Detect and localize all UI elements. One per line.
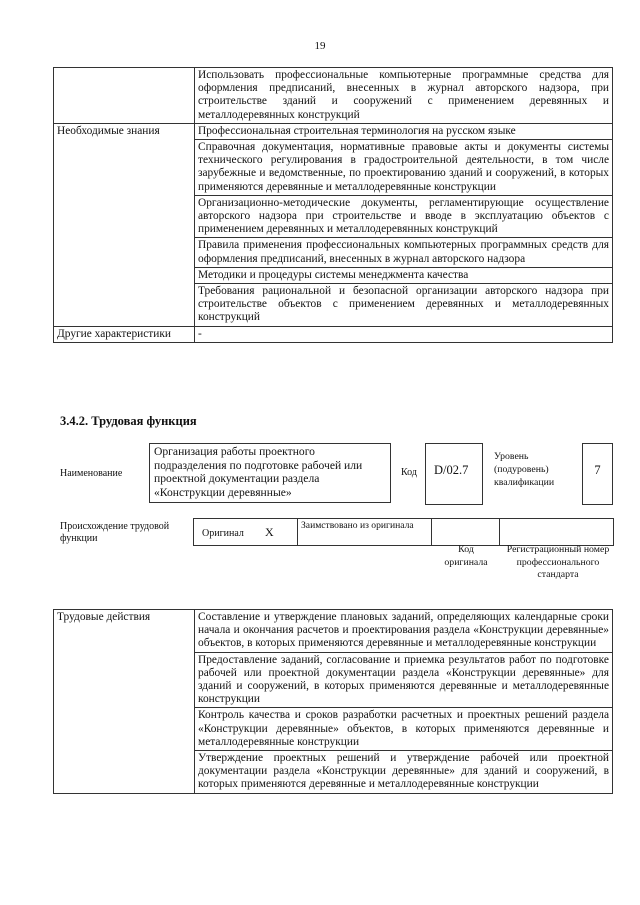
section-title: 3.4.2. Трудовая функция: [60, 414, 197, 428]
reg-caption: Регистрационный номер профессионального стандарта: [506, 544, 610, 580]
knowledge-item: Правила применения профессиональных компьютерных программных средств для оформления предписаний, внесенных в журнал авторского надзора: [195, 238, 613, 267]
knowledge-table: [53, 67, 613, 343]
row-label-knowledge: Необходимые знания: [54, 123, 195, 326]
level-label: Уровень (подуровень) квалификации: [494, 451, 555, 488]
name-label: Наименование: [60, 468, 123, 479]
table-row: [54, 68, 613, 124]
action-item: Утверждение проектных решений и утверждение рабочей или проектной документации раздела «Конструкции деревянные» для зданий и сооружений, в которых применяются деревянные и металлодеревянные конструкции: [195, 751, 613, 794]
origin-label: Происхождение трудовой функции: [60, 521, 170, 544]
code-value: D/02.7: [434, 463, 469, 477]
table-row: [54, 610, 613, 653]
code-label: Код: [401, 467, 417, 478]
level-value: 7: [594, 463, 601, 477]
action-item: Контроль качества и сроков разработки расчетных и проектных решений раздела «Конструкции деревянные» объектов, в которых применяются деревянные и металлодеревянные конструкции: [195, 708, 613, 751]
original-mark: X: [265, 525, 274, 539]
action-item: Предоставление заданий, согласование и приемка результатов работ по подготовке рабочей или проектной документации раздела «Конструкции деревянные» для зданий и сооружений, в которых применяются деревянные и металлодеревянные конструкции: [195, 652, 613, 708]
skill-item: Использовать профессиональные компьютерные программные средства для оформления предписаний, внесенных в журнал авторского надзора, при строительстве зданий и сооружений с применением деревянных и металлодеревянных конструкций: [195, 68, 613, 124]
knowledge-item: Методики и процедуры системы менеджмента качества: [195, 267, 613, 283]
row-label-actions: Трудовые действия: [54, 610, 195, 794]
original-label: Оригинал: [202, 528, 244, 539]
borrowed-label: Заимствовано из оригинала: [301, 520, 414, 531]
row-label-other: Другие характеристики: [54, 326, 195, 342]
page-number: 19: [314, 40, 326, 52]
table-row: [54, 326, 613, 342]
knowledge-item: Справочная документация, нормативные правовые акты и документы системы технического регулирования в градостроительной деятельности, в том числе зарубежные и ведомственные, по проектированию зданий и сооружений, в которых применяются деревянные и металлодеревянные конструкции: [195, 140, 613, 196]
action-item: Составление и утверждение плановых заданий, определяющих календарные сроки начала и окончания расчетов и проектирования раздела «Конструкции деревянные» объектов, в которых применяются деревянные и металлодеревянные конструкции: [195, 610, 613, 653]
table-row: [54, 123, 613, 139]
knowledge-item: Требования рациональной и безопасной организации авторского надзора при строительстве объектов с применением деревянных и металлодеревянных конструкций: [195, 284, 613, 327]
level-box: [582, 443, 613, 505]
row-label: [54, 68, 195, 124]
other-item: -: [195, 326, 613, 342]
knowledge-item: Профессиональная строительная терминология на русском языке: [195, 123, 613, 139]
function-name-value: Организация работы проектного подразделения по подготовке рабочей или проектной документации раздела «Конструкции деревянные»: [149, 443, 391, 503]
knowledge-item: Организационно-методические документы, регламентирующие осуществление авторского надзора при строительстве и вводе в эксплуатацию объектов с применением деревянных и металлодеревянных конструкций: [195, 195, 613, 238]
code-box: [425, 443, 483, 505]
code-caption: Код оригинала: [444, 544, 488, 568]
actions-table: [53, 609, 613, 794]
